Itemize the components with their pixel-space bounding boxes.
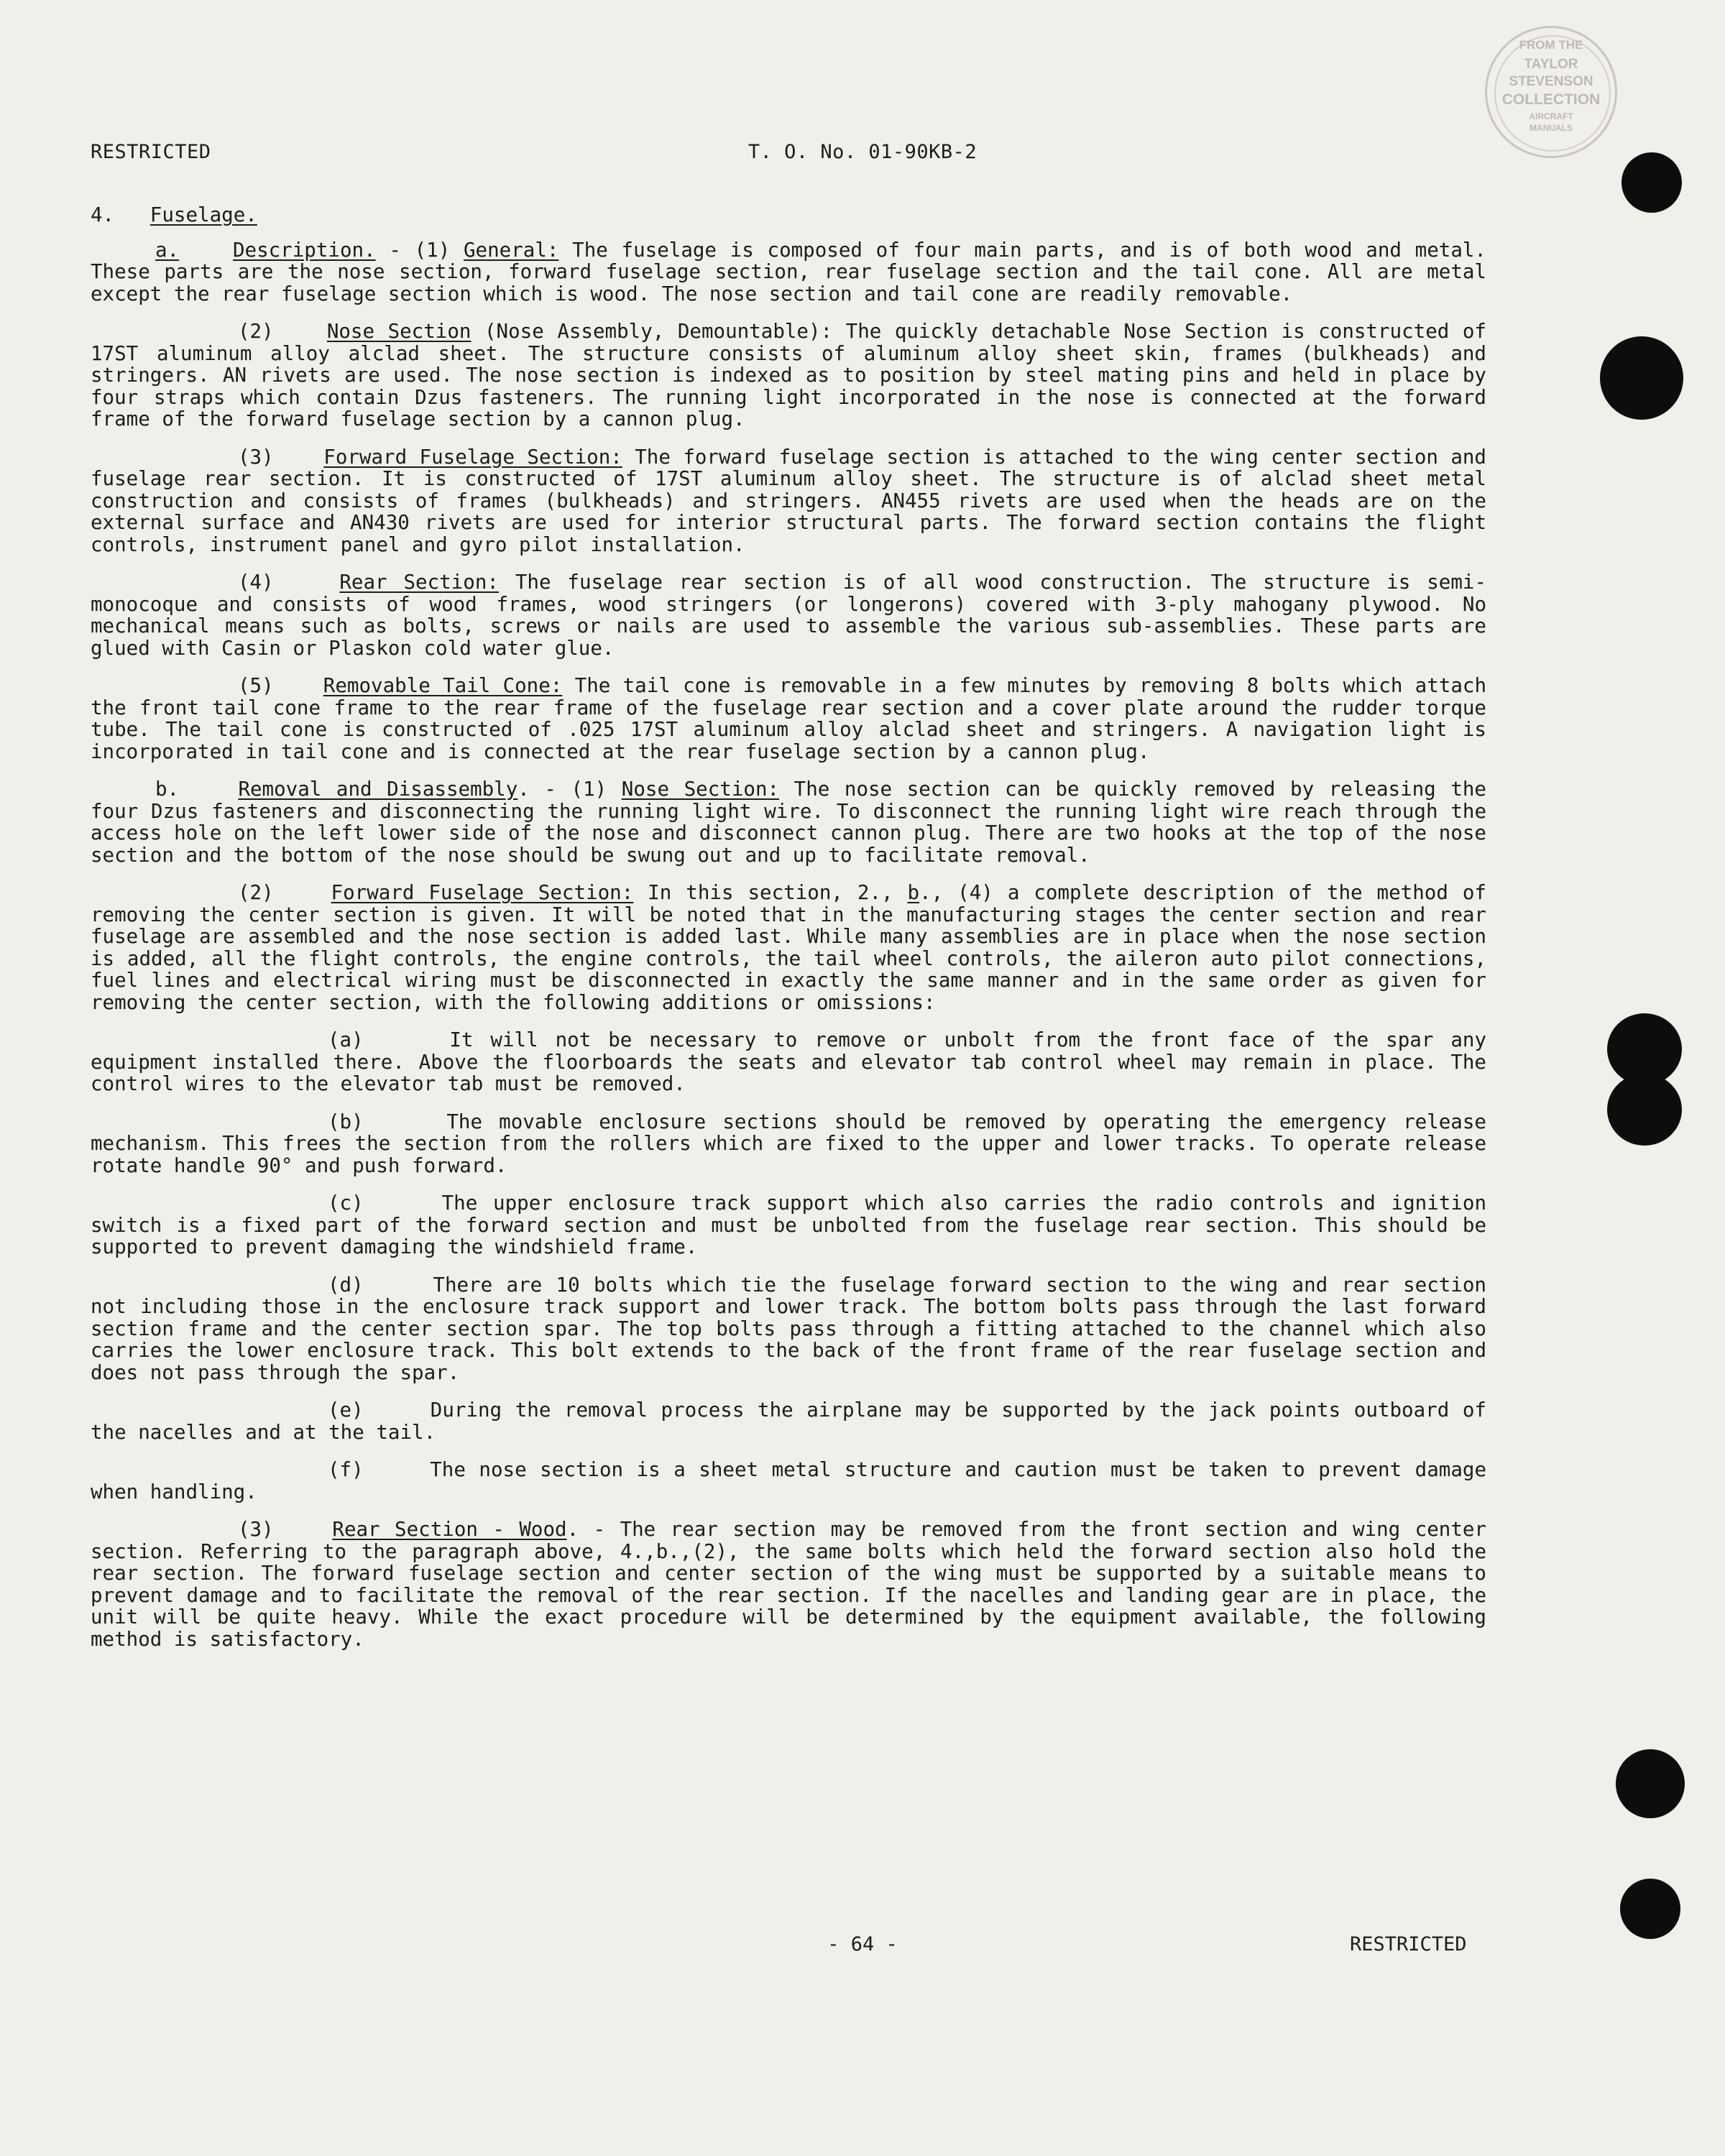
paragraph-b2a: (a) It will not be necessary to remove or unbolt from the front face of the spar any equipment installed there. Above the floorboards the seats and elevator tab control wheel may remain in place. The control wires to the elevator tab must be removed. <box>91 1028 1486 1095</box>
paragraph-b2b: (b) The movable enclosure sections should be removed by operating the emergency release mechanism. This frees the section from the rollers which are fixed to the upper and lower tracks. To operate release rotate handle 90° and push forward. <box>91 1110 1486 1177</box>
para-marker: b. <box>155 778 180 801</box>
header-tech-order-number: T. O. No. 01-90KB-2 <box>748 141 978 163</box>
paragraph-a3: (3) Forward Fuselage Section: The forward fuselage section is attached to the wing center section and fuselage rear section. It is constructed of 17ST aluminum alloy sheet. The structure is of alclad sheet metal construction and consists of frames (bulkheads) and stringers. AN455 rivets are used when the heads are on the external surface and AN430 rivets are used for interior structural parts. The forward section contains the flight controls, instrument panel and gyro pilot installation. <box>91 445 1486 556</box>
para-heading: Forward Fuselage Section: <box>331 881 634 904</box>
collection-stamp <box>1485 26 1617 158</box>
subpara-label: (f) <box>328 1458 364 1481</box>
stamp-line-5: AIRCRAFT <box>1529 111 1573 121</box>
paragraph-a1: a. Description. - (1) General: The fuselage is composed of four main parts, and is of both wood and metal. These parts are the nose section, forward fuselage section, rear fuselage section and the tail cone. All are metal except the rear fuselage section which is wood. The nose section and tail cone are readily removable. <box>91 238 1486 305</box>
subpara-label: (a) <box>328 1028 364 1051</box>
para-marker: a. <box>155 238 180 262</box>
stamp-line-3: STEVENSON <box>1509 74 1593 89</box>
para-subheading: Nose Section: <box>621 778 780 801</box>
para-number: (5) <box>238 674 274 697</box>
para-number: (3) <box>238 445 274 469</box>
section-number: 4. <box>91 203 115 226</box>
paragraph-a2: (2) Nose Section (Nose Assembly, Demountable): The quickly detachable Nose Section is constructed of 17ST aluminum alloy alclad sheet. The structure consists of aluminum alloy sheet skin, frames (bulkheads) and stringers. AN rivets are used. The nose section is indexed as to position by steel mating pins and held in place by four straps which contain Dzus fasteners. The running light incorporated in the nose is connected at the forward frame of the forward fuselage section by a cannon plug. <box>91 320 1486 430</box>
section-heading <box>91 204 1486 226</box>
paragraph-a5: (5) Removable Tail Cone: The tail cone is removable in a few minutes by removing 8 bolts which attach the front tail cone frame to the rear frame of the fuselage rear section and a cover plate around the rudder torque tube. The tail cone is constructed of .025 17ST aluminum alloy alclad sheet and stringers. A navigation light is incorporated in tail cone and is connected at the rear fuselage section by a cannon plug. <box>91 674 1486 763</box>
paragraph-b1: b. Removal and Disassembly. - (1) Nose Section: The nose section can be quickly removed by releasing the four Dzus fasteners and disconnecting the running light wire. To disconnect the running light wire reach through the access hole on the left lower side of the nose and disconnect cannon plug. There are two hooks at the top of the nose section and the bottom of the nose should be swung out and up to facilitate removal. <box>91 778 1486 867</box>
stamp-line-4: COLLECTION <box>1501 91 1601 108</box>
para-heading: Rear Section: <box>339 571 499 594</box>
header-classification: RESTRICTED <box>91 141 211 163</box>
section-title: Fuselage. <box>150 203 257 226</box>
para-number: (4) <box>238 571 274 594</box>
stamp-line-1: FROM THE <box>1519 38 1583 52</box>
paragraph-a4: (4) Rear Section: The fuselage rear section is of all wood construction. The structure is semi-monocoque and consists of wood frames, wood stringers (or longerons) covered with 3-ply mahogany plywood. No mechanical means such as bolts, screws or nails are used to assemble the various sub-assemblies. These parts are glued with Casin or Plaskon cold water glue. <box>91 571 1486 660</box>
paragraph-b2e: (e) During the removal process the airplane may be supported by the jack points outboard of the nacelles and at the tail. <box>91 1399 1486 1444</box>
document-body <box>91 204 1486 1666</box>
para-heading: Nose Section <box>326 320 472 343</box>
para-heading: Removable Tail Cone: <box>323 674 563 697</box>
paragraph-b3: (3) Rear Section - Wood. - The rear section may be removed from the front section and wing center section. Referring to the paragraph above, 4.,b.,(2), the same bolts which held the forward section also hold the rear section. The forward fuselage section and center section of the wing must be supported by a suitable means to prevent damage and to facilitate the removal of the rear section. If the nacelles and landing gear are in place, the unit will be quite heavy. While the exact procedure will be determined by the equipment available, the following method is satisfactory. <box>91 1518 1486 1651</box>
footer-classification: RESTRICTED <box>1350 1933 1467 1955</box>
para-number: (3) <box>238 1518 274 1541</box>
stamp-line-2: TAYLOR <box>1524 57 1578 72</box>
paragraph-b2: (2) Forward Fuselage Section: In this section, 2., b., (4) a complete description of the method of removing the center section is given. It will be noted that in the manufacturing stages the center section and rear fuselage are assembled and the nose section is added last. While many assemblies are in place when the nose section is added, all the flight controls, the engine controls, the tail wheel controls, the aileron auto pilot connections, fuel lines and electrical wiring must be disconnected in exactly the same manner and in the same order as given for removing the center section, with the following additions or omissions: <box>91 881 1486 1014</box>
subpara-label: (b) <box>328 1110 364 1133</box>
stamp-line-6: MANUALS <box>1530 123 1573 133</box>
subpara-label: (e) <box>328 1399 364 1422</box>
para-subheading: General: <box>464 238 559 262</box>
subpara-label: (d) <box>328 1273 364 1296</box>
para-heading: Forward Fuselage Section: <box>323 445 622 469</box>
para-number: (2) <box>238 320 274 343</box>
para-heading: Removal and Disassembly <box>238 778 518 801</box>
punch-hole-5 <box>1616 1749 1685 1818</box>
para-number: (2) <box>238 881 274 904</box>
punch-hole-6 <box>1620 1879 1680 1939</box>
footer-page-number: - 64 - <box>827 1933 898 1955</box>
para-heading: Description. <box>232 238 376 262</box>
paragraph-b2f: (f) The nose section is a sheet metal structure and caution must be taken to prevent damage when handling. <box>91 1458 1486 1503</box>
paragraph-b2c: (c) The upper enclosure track support which also carries the radio controls and ignition switch is a fixed part of the forward section and must be unbolted from the fuselage rear section. This should be supported to prevent damaging the windshield frame. <box>91 1192 1486 1258</box>
punch-hole-4 <box>1607 1074 1682 1146</box>
punch-hole-2 <box>1600 336 1683 420</box>
para-reference: b <box>907 881 920 904</box>
paragraph-b2d: (d) There are 10 bolts which tie the fuselage forward section to the wing and rear section not including those in the enclosure track support and lower track. The bottom bolts pass through the last forward section frame and the center section spar. The top bolts pass through a fitting attached to the channel which also carries the lower enclosure track. This bolt extends to the back of the front frame of the rear fuselage section and does not pass through the spar. <box>91 1273 1486 1384</box>
subpara-label: (c) <box>328 1192 364 1215</box>
para-heading: Rear Section - Wood <box>332 1518 567 1541</box>
